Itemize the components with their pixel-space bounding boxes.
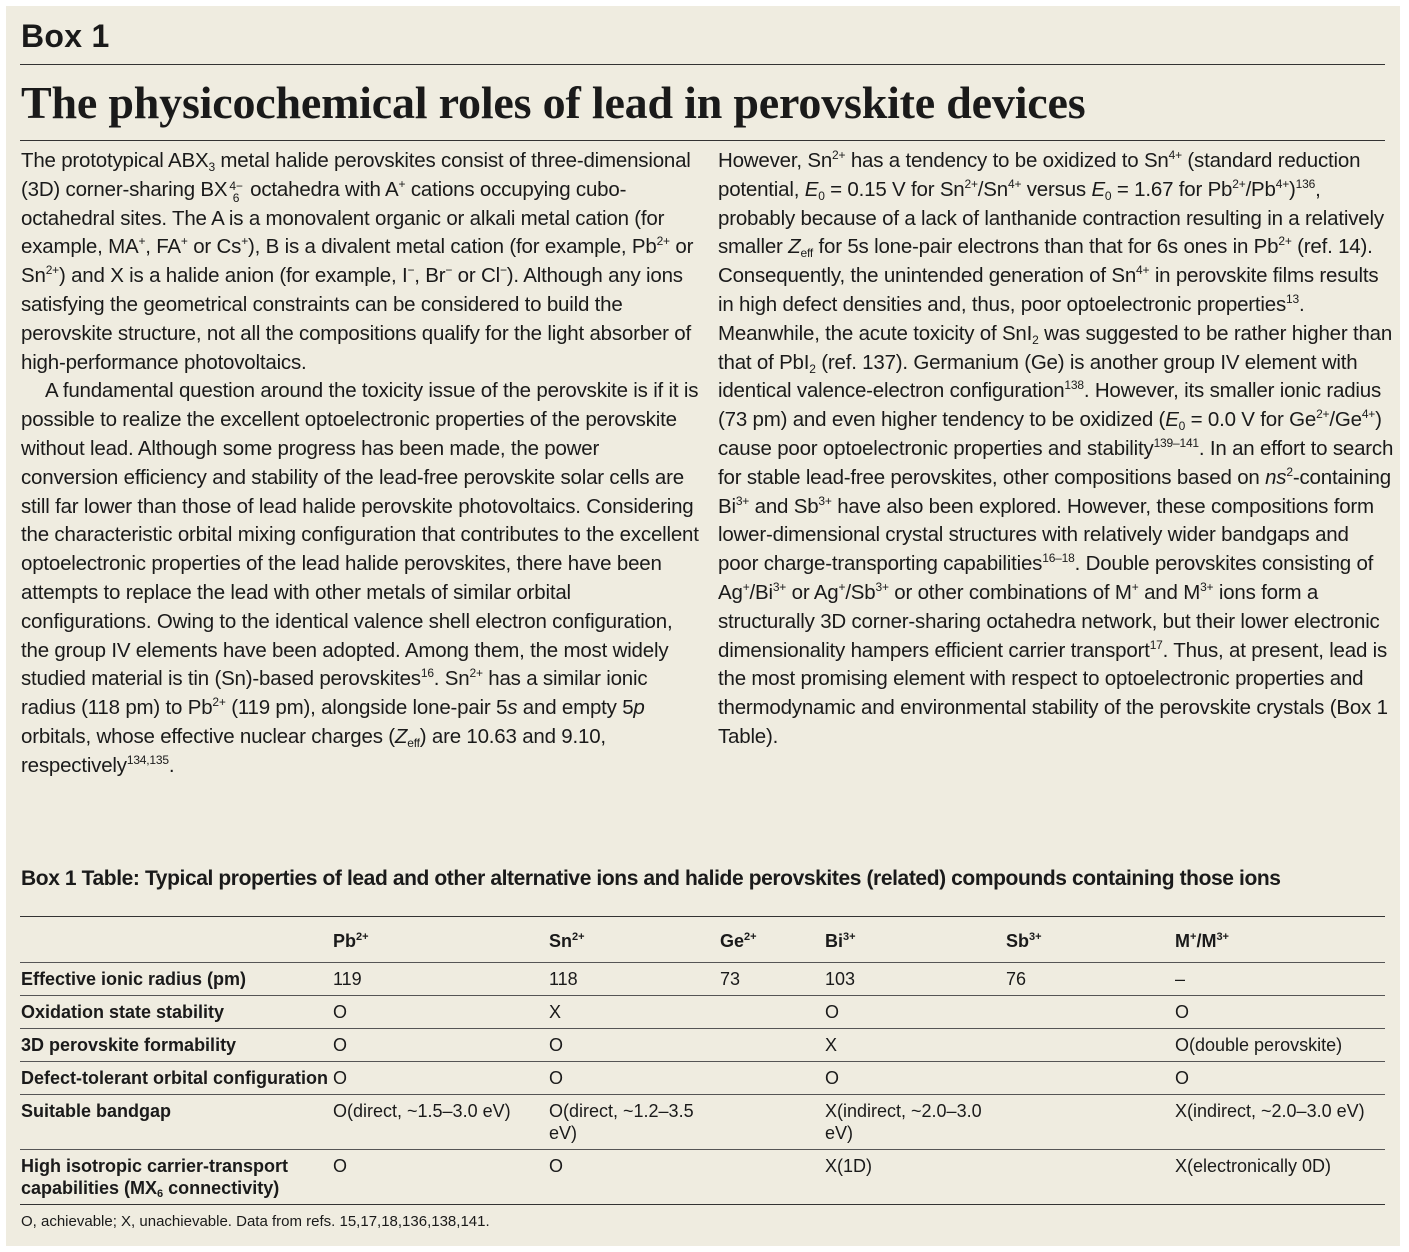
row-label: High isotropic carrier-transport capabilities (MX6 connectivity) bbox=[21, 1156, 289, 1200]
box-title: The physicochemical roles of lead in perovskite devices bbox=[21, 77, 1086, 128]
properties-table bbox=[20, 916, 1385, 1205]
table-row bbox=[20, 1150, 1385, 1205]
row-label: Defect-tolerant orbital configuration bbox=[21, 1068, 329, 1088]
table-cell: O bbox=[1175, 1002, 1190, 1022]
left-text-column bbox=[21, 147, 701, 781]
table-footnote: O, achievable; X, unachievable. Data from refs. 15,17,18,136,138,141. bbox=[21, 1213, 490, 1230]
right-text-column bbox=[718, 147, 1394, 752]
paragraph-3: However, $Sn^{2+}$ has a tendency to be oxidized to $Sn^{4+}$ (standard reduction potential, $E_0 = 0.15$ V for $Sn^{2+}/Sn^{4+}$ versus $E_0 = 1.67$ for $Pb^{2+}/Pb^{4+})^{136}$, probably because of a lack of lanthanide contraction resulting in a relatively smaller $Z_{eff}$ for 5s lone-pair electrons than that for 6s ones in $Pb^{2+}$ (ref. 14). Consequently, the unintended generation of $Sn^{4+}$ in perovskite films results in high defect densities and, thus, poor optoelectronic properties$^{13}$. Meanwhile, the acute toxicity of SnI$_2$ was suggested to be rather higher than that of PbI$_2$ (ref. 137). Germanium (Ge) is another group IV element with identical valence-electron configuration$^{138}$. However, its smaller ionic radius (73 pm) and even higher tendency to be oxidized ($E_0 = 0.0$ V for $Ge^{2+}/Ge^{4+}$) cause poor optoelectronic properties and stability$^{139-141}$. In an effort to search for stable lead-free perovskites, other compositions based on $ns^2$-containing $Bi^{3+}$ and $Sb^{3+}$ have also been explored. However, these compositions form lower-dimensional crystal structures with relatively wider bandgaps and poor charge-transporting capabilities$^{16-18}$. Double perovskites consisting of $Ag^+/Bi^{3+}$ or $Ag^+/Sb^{3+}$ or other combinations of M+ and $M^{3+}$ ions form a structurally 3D corner-sharing octahedra network, but their lower electronic dimensionality hampers efficient carrier transport$^{17}$. Thus, at present, lead is the most promising element with respect to optoelectronic properties and thermodynamic and environmental stability of the perovskite crystals (Box 1 Table). bbox=[718, 148, 1394, 748]
table-cell: 76 bbox=[1006, 969, 1027, 989]
header-sb: $Sb^{3+}$ bbox=[1006, 931, 1042, 951]
table-cell: O bbox=[333, 1002, 348, 1022]
table-cell: O bbox=[333, 1068, 348, 1088]
top-rule bbox=[20, 64, 1385, 65]
header-pb: $Pb^{2+}$ bbox=[333, 931, 369, 951]
table-cell bbox=[720, 1029, 825, 1062]
table-cell: O(double perovskite) bbox=[1175, 1035, 1343, 1055]
table-row bbox=[20, 996, 1385, 1029]
table-cell bbox=[720, 1062, 825, 1095]
header-m: $M^+/M^{3+}$ bbox=[1175, 931, 1229, 951]
row-label: Effective ionic radius (pm) bbox=[21, 969, 247, 989]
table-cell: X bbox=[825, 1035, 838, 1055]
box-panel bbox=[6, 6, 1400, 1246]
table-cell: X(indirect, ~2.0–3.0 eV) bbox=[825, 1101, 982, 1143]
table-cell: 103 bbox=[825, 969, 856, 989]
table-cell bbox=[1006, 996, 1175, 1029]
box-label: Box 1 bbox=[21, 18, 110, 54]
charge-fraction: 4− 6 bbox=[229, 178, 243, 205]
table-title: Box 1 Table: Typical properties of lead and other alternative ions and halide perovskites (related) compounds containing those ions bbox=[21, 867, 1281, 890]
table-header-row bbox=[20, 917, 1385, 963]
table-cell: 73 bbox=[720, 969, 741, 989]
table-cell: O bbox=[333, 1035, 348, 1055]
row-label: Suitable bandgap bbox=[21, 1101, 172, 1121]
table-cell: O bbox=[333, 1156, 348, 1176]
table-cell: 118 bbox=[549, 969, 578, 989]
table-cell: X(1D) bbox=[825, 1156, 873, 1176]
table-cell: X bbox=[549, 1002, 562, 1022]
table-row bbox=[20, 1062, 1385, 1095]
row-label: 3D perovskite formability bbox=[21, 1035, 237, 1055]
table-cell bbox=[1006, 1095, 1175, 1150]
table-cell: O bbox=[549, 1156, 564, 1176]
paragraph-2: A fundamental question around the toxicity issue of the perovskite is if it is possible to realize the excellent optoelectronic properties of the perovskite without lead. Although some progress has been made, the power conversion efficiency and stability of the lead-free perovskite solar cells are still far lower than those of lead halide perovskite photovoltaics. Considering the characteristic orbital mixing configuration that contributes to the excellent optoelectronic properties of the lead halide perovskites, there have been attempts to replace the lead with other metals of similar orbital configurations. Owing to the identical valence shell electron configuration, the group IV elements have been adopted. Among them, the most widely studied material is tin (Sn)-based perovskites$^{16}$. $Sn^{2+}$ has a similar ionic radius (118 pm) to $Pb^{2+}$ (119 pm), alongside lone-pair 5s and empty 5p orbitals, whose effective nuclear charges $(Z_{eff})$ are 10.63 and 9.10, respectively$^{134,135}$. bbox=[21, 379, 699, 777]
table-cell: X(electronically 0D) bbox=[1175, 1156, 1332, 1176]
table-cell: O bbox=[1175, 1068, 1190, 1088]
header-sn: $Sn^{2+}$ bbox=[549, 931, 585, 951]
table-cell bbox=[1006, 1150, 1175, 1205]
table-cell: O(direct, ~1.5–3.0 eV) bbox=[333, 1101, 511, 1121]
table-cell: O bbox=[549, 1035, 564, 1055]
table-cell bbox=[1006, 1062, 1175, 1095]
header-bi: $Bi^{3+}$ bbox=[825, 931, 856, 951]
table-cell: O bbox=[825, 1068, 840, 1088]
table-cell bbox=[720, 996, 825, 1029]
paragraph-1: The prototypical $ABX_3$ metal halide perovskites consist of three-dimensional (3D) corner-sharing BX 4− 6 octahedra with A+ cations occupying cubo-octahedral sites. The A is a monovalent organic or alkali metal cation (for example, MA+, FA+ or Cs+), B is a divalent metal cation (for example, $Pb^{2+}$ or $Sn^{2+}$) and X is a halide anion (for example, I−, Br− or Cl−). Although any ions satisfying the geometrical constraints can be considered to build the perovskite structure, not all the compositions qualify for the light absorber of high-performance photovoltaics. bbox=[21, 149, 694, 374]
table-cell: O bbox=[825, 1002, 840, 1022]
table-cell: 119 bbox=[333, 969, 362, 989]
table-cell: O(direct, ~1.2–3.5 eV) bbox=[549, 1101, 694, 1143]
row-label: Oxidation state stability bbox=[21, 1002, 225, 1022]
table-cell: – bbox=[1175, 969, 1186, 989]
table-cell bbox=[720, 1095, 825, 1150]
table-row bbox=[20, 963, 1385, 996]
title-rule bbox=[20, 140, 1385, 141]
header-ge: $Ge^{2+}$ bbox=[720, 931, 757, 951]
table-cell: O bbox=[549, 1068, 564, 1088]
table-cell: X(indirect, ~2.0–3.0 eV) bbox=[1175, 1101, 1365, 1121]
table-cell bbox=[720, 1150, 825, 1205]
table-cell bbox=[1006, 1029, 1175, 1062]
table-row bbox=[20, 1095, 1385, 1150]
table-row bbox=[20, 1029, 1385, 1062]
header-blank bbox=[20, 917, 333, 963]
